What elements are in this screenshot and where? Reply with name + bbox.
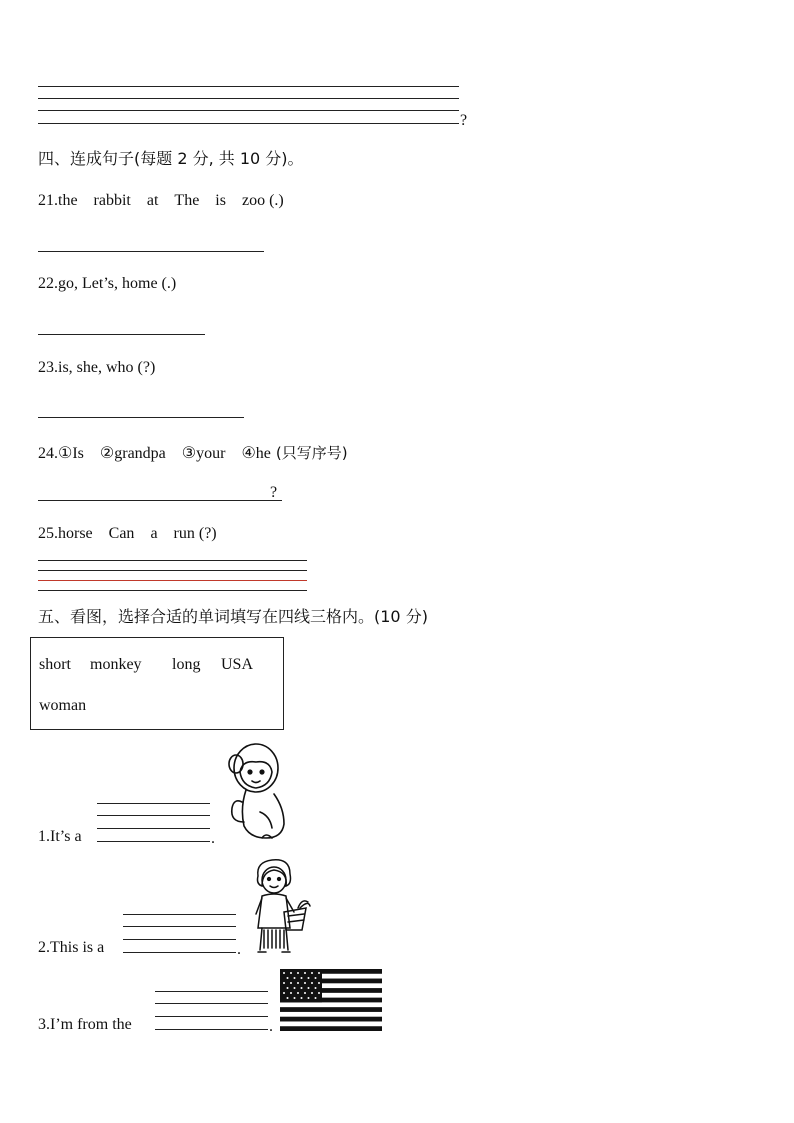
question-25: 25.horse Can a run (?) — [38, 525, 217, 542]
question-number: 22. — [38, 275, 58, 292]
writing-line — [97, 803, 210, 804]
writing-line — [38, 123, 459, 124]
writing-line — [155, 1003, 268, 1004]
word-bank-item: USA — [221, 656, 254, 673]
question-number: 21. — [38, 192, 58, 209]
usa-flag-icon — [280, 969, 382, 1031]
question-number: 24. — [38, 445, 58, 462]
writing-line — [38, 570, 307, 571]
answer-line-23[interactable] — [38, 417, 244, 418]
answer-line-21[interactable] — [38, 251, 264, 252]
item-1-prefix: 1.It’s a — [38, 828, 82, 845]
item-3-prefix: 3.I’m from the — [38, 1016, 132, 1033]
question-mark: ? — [460, 112, 468, 129]
word-bank-item: long — [172, 656, 201, 673]
writing-line — [38, 590, 307, 591]
question-21: 21.the rabbit at The is zoo (.) — [38, 192, 284, 209]
writing-line-red — [38, 580, 307, 581]
question-24: 24.①Is ②grandpa ③your ④he (只写序号) — [38, 444, 348, 462]
item-2-prefix: 2.This is a — [38, 939, 105, 956]
section4-heading: 四、连成句子(每题 2 分, 共 10 分)。 — [38, 149, 304, 168]
writing-line — [38, 98, 459, 99]
note-label: (只写序号) — [275, 444, 348, 462]
writing-line — [38, 110, 459, 111]
writing-line — [123, 939, 236, 940]
question-number: 23. — [38, 359, 58, 376]
answer-line-24[interactable] — [38, 500, 282, 501]
writing-line — [123, 914, 236, 915]
writing-line — [97, 815, 210, 816]
word-bank-item: short — [39, 656, 71, 673]
writing-line — [123, 952, 236, 953]
item-1-period: . — [211, 830, 215, 847]
item-3-period: . — [269, 1018, 273, 1035]
woman-icon — [248, 858, 314, 956]
question-mark: ? — [270, 484, 278, 501]
writing-line — [155, 1029, 268, 1030]
word-bank — [30, 637, 284, 730]
writing-line — [155, 1016, 268, 1017]
answer-line-22[interactable] — [38, 334, 205, 335]
question-22: 22.go, Let’s, home (.) — [38, 275, 177, 292]
writing-line — [97, 828, 210, 829]
writing-line — [155, 991, 268, 992]
item-2-period: . — [237, 941, 241, 958]
writing-line — [38, 86, 459, 87]
writing-line — [38, 560, 307, 561]
question-23: 23.is, she, who (?) — [38, 359, 156, 376]
word-bank-item: monkey — [90, 656, 142, 673]
monkey-icon — [226, 742, 290, 842]
word-bank-item: woman — [39, 697, 87, 714]
writing-line — [123, 926, 236, 927]
question-number: 25. — [38, 525, 58, 542]
writing-line — [97, 841, 210, 842]
section5-heading: 五、看图，选择合适的单词填写在四线三格内。(10 分) — [38, 607, 428, 626]
